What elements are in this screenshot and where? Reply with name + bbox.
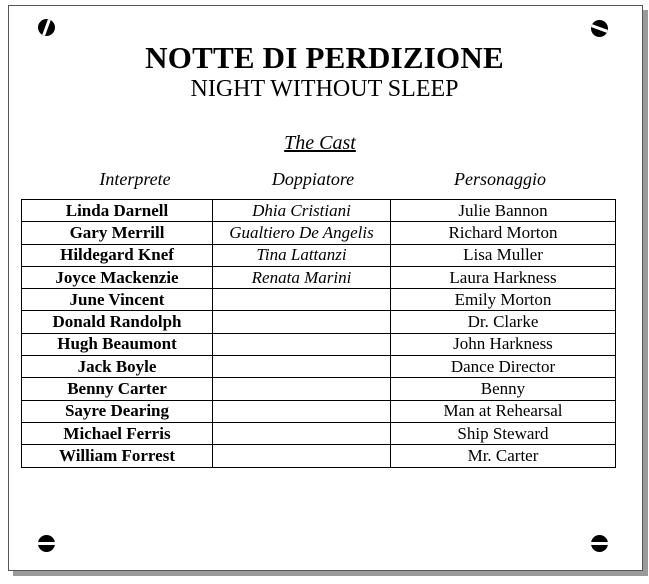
actor-cell: Benny Carter (22, 378, 213, 400)
actor-cell: Gary Merrill (22, 222, 213, 244)
table-row (22, 333, 616, 355)
character-cell: Laura Harkness (391, 266, 616, 288)
screw-top-left-icon (38, 19, 55, 36)
table-row (22, 422, 616, 444)
actor-cell: Donald Randolph (22, 311, 213, 333)
character-cell: Lisa Muller (391, 244, 616, 266)
character-cell: Man at Rehearsal (391, 400, 616, 422)
table-row (22, 244, 616, 266)
page-subtitle: NIGHT WITHOUT SLEEP (190, 76, 459, 102)
voice-actor-cell (213, 378, 391, 400)
voice-actor-cell: Renata Marini (213, 266, 391, 288)
voice-actor-cell (213, 356, 391, 378)
actor-cell: William Forrest (22, 445, 213, 467)
screw-top-right-icon (591, 20, 608, 37)
voice-actor-cell (213, 445, 391, 467)
screw-bottom-right-icon (591, 535, 608, 552)
actor-cell: Sayre Dearing (22, 400, 213, 422)
cast-heading: The Cast (284, 132, 356, 154)
voice-actor-cell (213, 422, 391, 444)
character-cell: Julie Bannon (391, 200, 616, 222)
character-cell: Benny (391, 378, 616, 400)
voice-actor-cell (213, 311, 391, 333)
character-cell: Emily Morton (391, 289, 616, 311)
character-cell: Mr. Carter (391, 445, 616, 467)
character-cell: John Harkness (391, 333, 616, 355)
voice-actor-cell (213, 333, 391, 355)
page-title: NOTTE DI PERDIZIONE (145, 40, 504, 75)
table-row (22, 311, 616, 333)
voice-actor-cell: Gualtiero De Angelis (213, 222, 391, 244)
actor-cell: Michael Ferris (22, 422, 213, 444)
table-row (22, 400, 616, 422)
table-row (22, 266, 616, 288)
actor-cell: June Vincent (22, 289, 213, 311)
actor-cell: Hugh Beaumont (22, 333, 213, 355)
voice-actor-cell (213, 289, 391, 311)
table-row (22, 289, 616, 311)
screw-bottom-left-icon (38, 535, 55, 552)
table-row (22, 378, 616, 400)
column-header-doppiatore: Doppiatore (271, 169, 355, 189)
voice-actor-cell: Dhia Cristiani (213, 200, 391, 222)
character-cell: Ship Steward (391, 422, 616, 444)
table-row (22, 222, 616, 244)
character-cell: Richard Morton (391, 222, 616, 244)
table-row (22, 356, 616, 378)
column-header-personaggio: Personaggio (454, 169, 546, 189)
actor-cell: Joyce Mackenzie (22, 266, 213, 288)
column-header-interprete: Interprete (99, 169, 171, 189)
table-row (22, 200, 616, 222)
voice-actor-cell (213, 400, 391, 422)
cast-table (21, 199, 616, 468)
character-cell: Dr. Clarke (391, 311, 616, 333)
table-row (22, 445, 616, 467)
actor-cell: Linda Darnell (22, 200, 213, 222)
actor-cell: Hildegard Knef (22, 244, 213, 266)
actor-cell: Jack Boyle (22, 356, 213, 378)
character-cell: Dance Director (391, 356, 616, 378)
voice-actor-cell: Tina Lattanzi (213, 244, 391, 266)
